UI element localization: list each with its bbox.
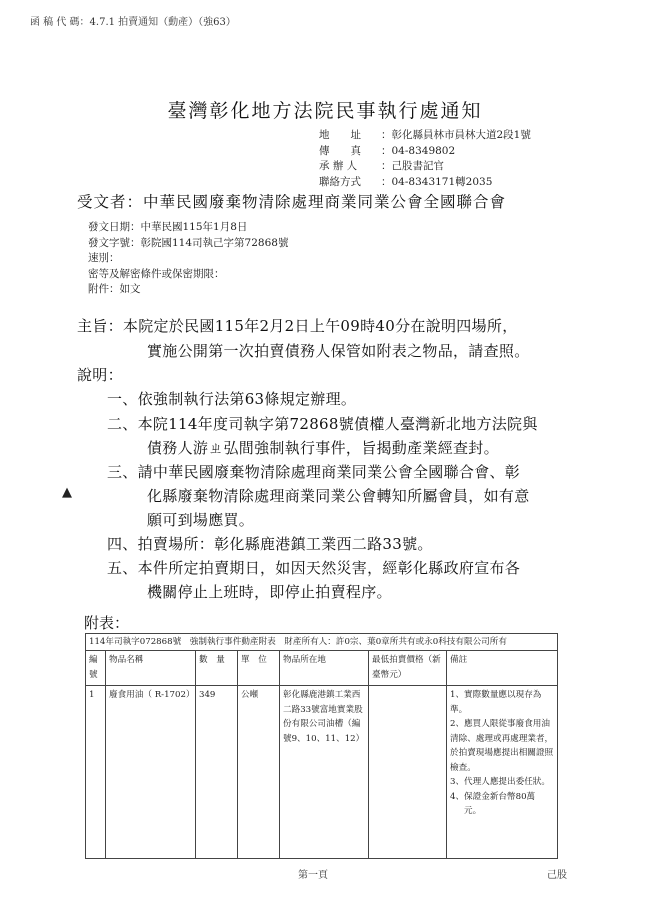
cell-min-price (369, 686, 447, 859)
cell-number: 1 (86, 686, 106, 859)
explanation-item-3: 三、請中華民國廢棄物清除處理商業同業公會全國聯合會、彰 (107, 463, 521, 481)
remark-item: 4、保證金新台幣80萬 (450, 791, 536, 802)
cell-item-name: 廢食用油（ R-1702） (106, 686, 196, 859)
page-number: 第一頁 (298, 870, 328, 881)
cell-unit: 公噸 (238, 686, 280, 859)
subject-line-1: 主旨：本院定於民國115年2月2日上午09時40分在說明四場所， (77, 317, 518, 335)
annex-header-row (86, 651, 558, 686)
recipient: 受文者：中華民國廢棄物清除處理商業同業公會全國聯合會 (77, 193, 507, 211)
contact-value: ：彰化縣員林市員林大道2段1號 (381, 129, 531, 141)
explanation-item-1: 一、依強制執行法第63條規定辦理。 (107, 390, 357, 408)
contact-label: 傳 真 (319, 144, 361, 157)
contact-handler (319, 159, 531, 175)
annex-label: 附表： (84, 614, 130, 632)
header-remarks: 備註 (447, 651, 558, 686)
explanation-item-5-cont: 機關停止上班時，即停止拍賣程序。 (147, 583, 392, 601)
header-number: 編號 (86, 651, 106, 686)
document-meta (88, 220, 288, 298)
contact-fax (319, 144, 531, 160)
document-number: 發文字號：彰院國114司執己字第72868號 (88, 236, 289, 249)
subject-line-2: 實施公開第一次拍賣債務人保管如附表之物品，請查照。 (147, 342, 530, 360)
remark-item: 2、應買人限從事廢食用油清除、處理或再處理業者，於拍賣現場應提出相關證照檢查。 (450, 719, 554, 773)
annex-table (85, 633, 558, 859)
contact-label: 地 址 (319, 129, 361, 141)
contact-phone (319, 175, 531, 191)
cell-remarks (447, 686, 558, 859)
remark-item: 1、實際數量應以現存為準。 (450, 690, 542, 715)
remark-item: 3、代理人應提出委任狀。 (450, 777, 550, 787)
contact-value: ：己股書記官 (381, 160, 444, 172)
header-location: 物品所在地 (280, 651, 369, 686)
header-item-name: 物品名稱 (106, 651, 196, 686)
table-row (86, 686, 558, 859)
issue-date: 發文日期：中華民國115年1月8日 (88, 221, 248, 233)
explanation-item-3-cont: 願可到場應買。 (147, 511, 255, 529)
contact-block (319, 128, 531, 190)
header-quantity: 數 量 (196, 651, 238, 686)
form-code: 函 稿 代 碼：4.7.1 拍賣通知（動產）（強63） (30, 17, 236, 28)
explanation-label: 說明： (77, 366, 123, 384)
header-min-price: 最低拍賣價格（新臺幣元） (369, 651, 447, 686)
explanation-item-5: 五、本件所定拍賣期日，如因天然災害，經彰化縣政府宣布各 (107, 559, 521, 577)
annex-caption: 114年司執字072868號 強制執行事件動產附表 財產所有人：許0宗、葉0章所共有或永0科技有限公司所有 (86, 634, 558, 651)
urgency: 速別： (88, 252, 120, 264)
header-unit: 單 位 (238, 651, 280, 686)
attachment: 附件：如文 (88, 283, 141, 295)
warning-triangle-icon: ▲ (62, 485, 72, 500)
confidentiality: 密等及解密條件或保密期限： (88, 267, 225, 280)
unit-label: 己股 (547, 870, 567, 881)
cell-location: 彰化縣鹿港鎮工業西二路33號富地實業股份有限公司油槽（編號9、10、11、12） (280, 686, 369, 859)
remark-item-cont: 元。 (464, 806, 482, 816)
explanation-item-2-cont: 債務人游ㄓ弘間強制執行事件，旨揭動產業經查封。 (147, 439, 499, 457)
contact-label: 聯絡方式 (319, 175, 361, 188)
explanation-item-3-cont: 化縣廢棄物清除處理商業同業公會轉知所屬會員，如有意 (147, 487, 530, 505)
contact-address (319, 128, 531, 144)
contact-value: ：04-8349802 (381, 144, 456, 157)
page-title: 臺灣彰化地方法院民事執行處通知 (167, 100, 483, 122)
contact-label: 承 辦 人 (319, 160, 358, 172)
annex-caption-row (86, 634, 558, 651)
explanation-item-2: 二、本院114年度司執字第72868號債權人臺灣新北地方法院與 (107, 415, 538, 433)
explanation-item-4: 四、拍賣場所：彰化縣鹿港鎮工業西二路33號。 (107, 535, 433, 553)
cell-quantity: 349 (196, 686, 238, 859)
contact-value: ：04-8343171轉2035 (381, 175, 493, 188)
